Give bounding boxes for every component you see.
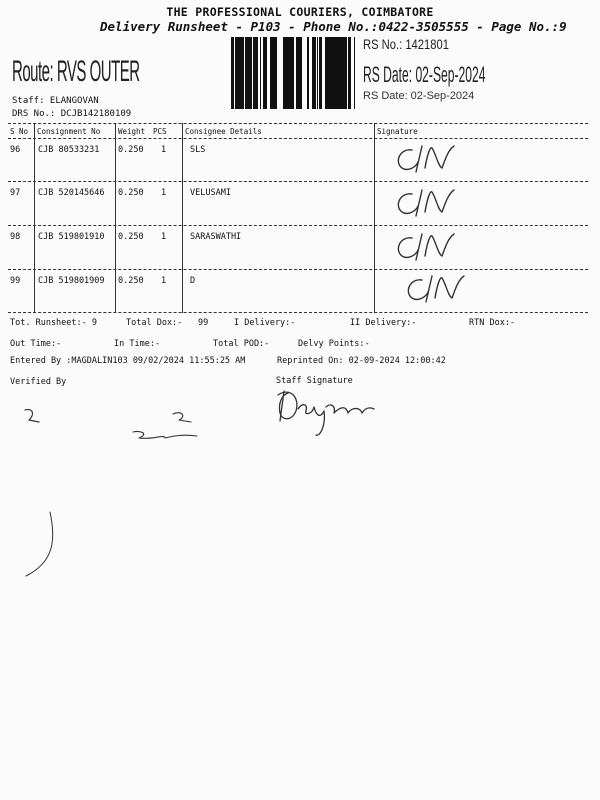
- delivery-points: Delvy Points:-: [298, 339, 370, 349]
- column-divider: [374, 123, 375, 313]
- row-divider: [8, 181, 588, 182]
- barcode-bar: [292, 37, 294, 109]
- barcode-bar: [256, 37, 258, 109]
- barcode-bar: [283, 37, 285, 109]
- row-consignment: CJB 519801909: [38, 276, 105, 286]
- barcode-bar: [338, 37, 341, 109]
- barcode-bar: [332, 37, 333, 109]
- barcode-bar: [247, 37, 249, 109]
- row-weight: 0.250: [118, 276, 144, 286]
- barcode-bar: [334, 37, 337, 109]
- barcode-bar: [249, 37, 252, 109]
- barcode-bar: [240, 37, 241, 109]
- barcode-bar: [235, 37, 237, 109]
- staff-signature-label: Staff Signature: [276, 376, 353, 386]
- barcode-bar: [243, 37, 244, 109]
- route-label: Route: RVS OUTER: [12, 55, 140, 88]
- row-signature-mark: [408, 276, 464, 302]
- barcode-bar: [272, 37, 274, 109]
- barcode-bar: [265, 37, 266, 109]
- barcode-bar: [348, 37, 351, 109]
- row-weight: 0.250: [118, 188, 144, 198]
- barcode-bar: [313, 37, 314, 109]
- row-sno: 99: [10, 276, 21, 286]
- staff-name: Staff: ELANGOVAN: [12, 96, 99, 106]
- barcode-bar: [312, 37, 313, 109]
- row-sno: 97: [10, 188, 21, 198]
- barcode-bar: [325, 37, 328, 109]
- column-divider: [115, 123, 116, 313]
- barcode-bar: [341, 37, 344, 109]
- barcode-bar: [328, 37, 329, 109]
- row-consignee: VELUSAMI: [190, 188, 231, 198]
- barcode-bar: [287, 37, 290, 109]
- row-divider: [8, 225, 588, 226]
- barcode-bar: [254, 37, 256, 109]
- row-consignment: CJB 80533231: [38, 145, 100, 155]
- barcode-bar: [232, 37, 233, 109]
- col-header-weight: Weight: [118, 127, 146, 136]
- row-sno: 96: [10, 145, 21, 155]
- barcode-bar: [320, 37, 321, 109]
- row-divider: [8, 269, 588, 270]
- table-header-rule: [8, 138, 588, 139]
- barcode-bar: [329, 37, 331, 109]
- barcode-bar: [344, 37, 347, 109]
- barcode-bar: [275, 37, 277, 109]
- barcode-bar: [286, 37, 287, 109]
- barcode-bar: [260, 37, 261, 109]
- row-weight: 0.250: [118, 232, 144, 242]
- barcode-bar: [337, 37, 338, 109]
- barcode-bar: [298, 37, 301, 109]
- total-runsheet: Tot. Runsheet:- 9: [10, 318, 97, 328]
- total-pod: Total POD:-: [213, 339, 270, 349]
- barcode-bar: [274, 37, 275, 109]
- col-header-consignee: Consignee Details: [185, 127, 262, 136]
- barcode-bar: [285, 37, 286, 109]
- barcode-bar: [231, 37, 232, 109]
- barcode-bar: [237, 37, 240, 109]
- barcode-bar: [317, 37, 318, 109]
- rs-number: RS No.: 1421801: [363, 36, 449, 52]
- rs-date: RS Date: 02-Sep-2024: [363, 90, 475, 102]
- row-pcs: 1: [161, 232, 167, 242]
- col-header-consignment: Consignment No: [37, 127, 101, 136]
- col-header-sno: S No: [10, 127, 29, 136]
- barcode-bar: [253, 37, 254, 109]
- row-pcs: 1: [161, 188, 167, 198]
- col-header-signature: Signature: [377, 127, 418, 136]
- total-dox-label: Total Dox:-: [126, 318, 183, 328]
- barcode-bar: [314, 37, 315, 109]
- row-consignee: SARASWATHI: [190, 232, 242, 242]
- barcode-image: [231, 37, 356, 109]
- barcode-bar: [315, 37, 316, 109]
- barcode-bar: [354, 37, 355, 109]
- company-title: THE PROFESSIONAL COURIERS, COIMBATORE: [166, 5, 434, 19]
- barcode-bar: [321, 37, 322, 109]
- staff-signature: [270, 385, 380, 445]
- table-top-rule: [8, 123, 588, 124]
- barcode-bar: [308, 37, 309, 109]
- barcode-bar: [233, 37, 234, 109]
- row-consignee: SLS: [190, 145, 206, 155]
- i-delivery: I Delivery:-: [234, 318, 296, 328]
- row-signature-mark: [398, 234, 454, 260]
- barcode-bar: [245, 37, 247, 109]
- row-pcs: 1: [161, 145, 167, 155]
- barcode-bar: [331, 37, 332, 109]
- entered-by: Entered By :MAGDALIN103 09/02/2024 11:55:25 AM: [10, 356, 246, 366]
- rtn-dox: RTN Dox:-: [469, 318, 516, 328]
- drs-number: DRS No.: DCJB142180109: [12, 109, 132, 119]
- column-divider: [34, 123, 35, 313]
- out-time: Out Time:-: [10, 339, 62, 349]
- in-time: In Time:-: [114, 339, 161, 349]
- row-signature-mark: [398, 190, 454, 216]
- row-weight: 0.250: [118, 145, 144, 155]
- row-sno: 98: [10, 232, 21, 242]
- runsheet-title: Delivery Runsheet - P103 - Phone No.:0422-3505555 - Page No.:9: [100, 19, 567, 34]
- barcode-bar: [333, 37, 334, 109]
- barcode-bar: [296, 37, 298, 109]
- row-consignee: D: [190, 276, 196, 286]
- reprinted-on: Reprinted On: 02-09-2024 12:00:42: [277, 356, 446, 366]
- verified-by-label: Verified By: [10, 377, 67, 387]
- col-header-pcs: PCS: [153, 127, 167, 136]
- handwritten-signatures: [390, 140, 480, 315]
- column-divider: [182, 123, 183, 313]
- total-dox-value: 99: [198, 318, 209, 328]
- barcode-bar: [263, 37, 265, 109]
- barcode-bar: [319, 37, 320, 109]
- barcode-bar: [271, 37, 272, 109]
- barcode-bar: [270, 37, 271, 109]
- barcode-bar: [307, 37, 308, 109]
- rs-date-stamp: RS Date: 02-Sep-2024: [363, 62, 486, 87]
- verifier-signature: [15, 400, 215, 445]
- row-signature-mark: [398, 146, 454, 172]
- row-consignment: CJB 520145646: [38, 188, 105, 198]
- table-bottom-rule: [8, 312, 588, 313]
- ii-delivery: II Delivery:-: [350, 318, 417, 328]
- margin-scribble: [20, 510, 60, 585]
- barcode-bar: [241, 37, 243, 109]
- barcode-bar: [266, 37, 267, 109]
- barcode-bar: [301, 37, 302, 109]
- row-pcs: 1: [161, 276, 167, 286]
- barcode-bar: [290, 37, 292, 109]
- row-consignment: CJB 519801910: [38, 232, 105, 242]
